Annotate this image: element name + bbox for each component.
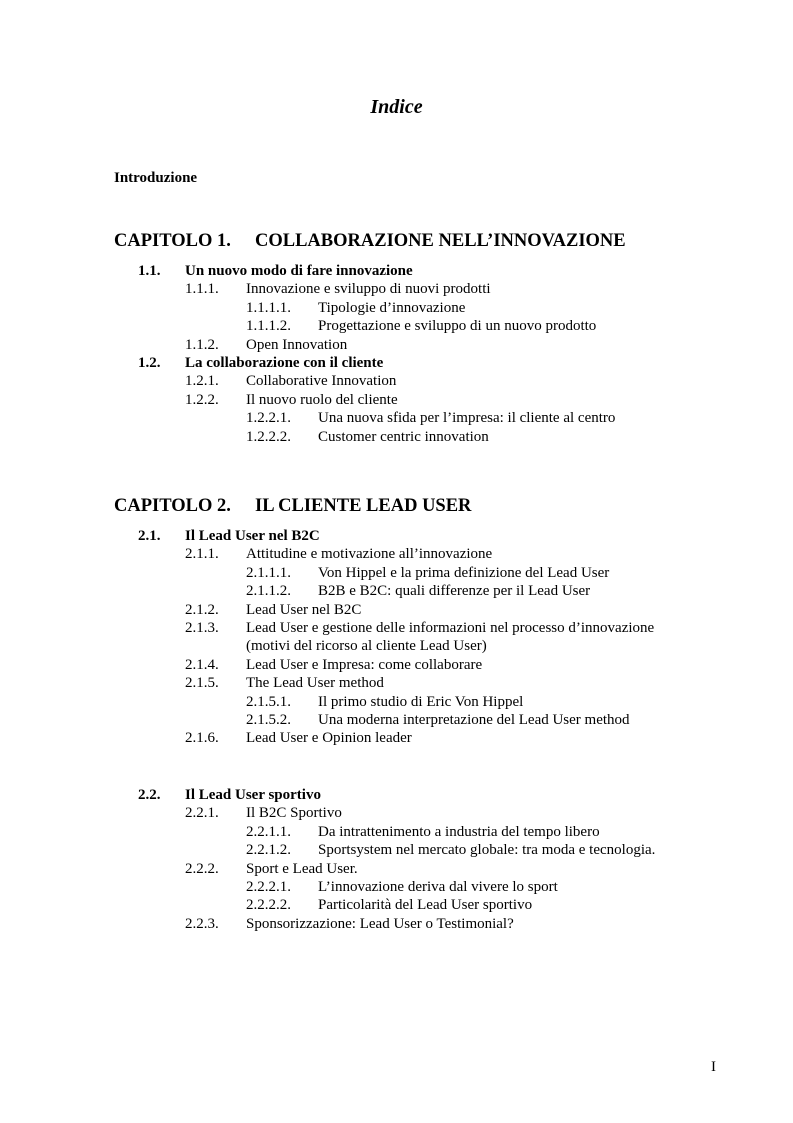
toc-entry[interactable] xyxy=(0,564,793,582)
toc-entry-number: 1.2.2.2. xyxy=(246,428,291,445)
toc-entry-label: Attitudine e motivazione all’innovazione xyxy=(246,546,493,563)
toc-entry[interactable] xyxy=(0,372,793,390)
toc-entry[interactable] xyxy=(0,409,793,427)
toc-entry-number: 2.1.6. xyxy=(185,730,219,747)
page-number: I xyxy=(711,1059,716,1075)
toc-entry[interactable] xyxy=(0,711,793,729)
toc-entry-number: 2.2.2.1. xyxy=(246,878,291,895)
toc-entry-number: 2.1.5.2. xyxy=(246,711,291,728)
toc-entry[interactable] xyxy=(0,545,793,563)
chapter-number: CAPITOLO 1. xyxy=(114,231,231,251)
toc-entry-number: 2.1.4. xyxy=(185,656,219,673)
toc-entry-label: Il Lead User sportivo xyxy=(185,787,321,803)
toc-entry-label: Una moderna interpretazione del Lead User method xyxy=(318,711,630,728)
toc-entry[interactable] xyxy=(0,262,793,280)
toc-entry-label: Lead User e Impresa: come collaborare xyxy=(246,656,483,673)
toc-entry-number: 1.1.1. xyxy=(185,281,219,298)
chapter-heading-2[interactable] xyxy=(114,495,471,517)
toc-entry-number: 2.2.2.2. xyxy=(246,897,291,914)
toc-entry-label: Progettazione e sviluppo di un nuovo prodotto xyxy=(318,318,597,335)
toc-entry-label: (motivi del ricorso al cliente Lead User) xyxy=(246,638,487,655)
toc-entry-continuation[interactable] xyxy=(0,637,793,655)
toc-entry-number: 1.1. xyxy=(138,263,161,279)
toc-entry-number: 2.2.1. xyxy=(185,805,219,822)
toc-entry-label: Una nuova sfida per l’impresa: il cliente al centro xyxy=(318,410,616,427)
toc-entry[interactable] xyxy=(0,527,793,545)
toc-entry[interactable] xyxy=(0,428,793,446)
toc-section-2-2 xyxy=(0,786,793,933)
chapter-title: COLLABORAZIONE NELL’INNOVAZIONE xyxy=(255,231,626,251)
toc-entry-label: Innovazione e sviluppo di nuovi prodotti xyxy=(246,281,491,298)
toc-entry-label: Tipologie d’innovazione xyxy=(318,299,466,316)
toc-entry-number: 2.2.1.1. xyxy=(246,823,291,840)
toc-entry-number: 1.2.2. xyxy=(185,391,219,408)
toc-entry-number: 2.1.3. xyxy=(185,619,219,636)
toc-entry-label: The Lead User method xyxy=(246,675,384,692)
toc-entry[interactable] xyxy=(0,915,793,933)
toc-entry[interactable] xyxy=(0,729,793,747)
toc-entry-number: 2.1.5.1. xyxy=(246,693,291,710)
toc-entry[interactable] xyxy=(0,619,793,637)
toc-entry-number: 1.1.2. xyxy=(185,336,219,353)
toc-entry-label: B2B e B2C: quali differenze per il Lead User xyxy=(318,583,591,600)
toc-entry[interactable] xyxy=(0,860,793,878)
toc-entry-number: 2.1.2. xyxy=(185,601,219,618)
toc-entry-number: 2.2.3. xyxy=(185,915,219,932)
toc-entry[interactable] xyxy=(0,841,793,859)
toc-entry-label: Customer centric innovation xyxy=(318,428,489,445)
toc-entry[interactable] xyxy=(0,280,793,298)
toc-entry[interactable] xyxy=(0,582,793,600)
toc-entry-label: Particolarità del Lead User sportivo xyxy=(318,897,533,914)
toc-entry-number: 2.2.2. xyxy=(185,860,219,877)
toc-entry-number: 2.1.1.1. xyxy=(246,564,291,581)
toc-entry-number: 2.2. xyxy=(138,787,161,803)
toc-entry-number: 2.1.1. xyxy=(185,546,219,563)
toc-entry-label: Da intrattenimento a industria del tempo libero xyxy=(318,823,600,840)
toc-entry-label: L’innovazione deriva dal vivere lo sport xyxy=(318,878,558,895)
toc-entry-label: Sponsorizzazione: Lead User o Testimonial? xyxy=(246,915,514,932)
toc-entry-number: 2.1. xyxy=(138,528,161,544)
toc-entry[interactable] xyxy=(0,896,793,914)
toc-entry[interactable] xyxy=(0,299,793,317)
chapter-title: IL CLIENTE LEAD USER xyxy=(255,496,472,516)
chapter-heading-1[interactable] xyxy=(114,230,626,252)
toc-entry-label: Il nuovo ruolo del cliente xyxy=(246,391,398,408)
toc-introduction[interactable]: Introduzione xyxy=(114,170,198,186)
toc-entry-number: 2.2.1.2. xyxy=(246,842,291,859)
toc-section-chapter-1 xyxy=(0,262,793,446)
toc-entry-label: Von Hippel e la prima definizione del Lead User xyxy=(318,564,610,581)
toc-entry[interactable] xyxy=(0,878,793,896)
toc-entry[interactable] xyxy=(0,823,793,841)
toc-entry[interactable] xyxy=(0,693,793,711)
toc-entry[interactable] xyxy=(0,786,793,804)
toc-entry[interactable] xyxy=(0,804,793,822)
toc-entry-label: Lead User e Opinion leader xyxy=(246,730,412,747)
toc-entry-label: Lead User nel B2C xyxy=(246,601,362,618)
toc-entry-label: Sport e Lead User. xyxy=(246,860,358,877)
toc-entry[interactable] xyxy=(0,391,793,409)
toc-entry[interactable] xyxy=(0,317,793,335)
toc-entry-label: Il Lead User nel B2C xyxy=(185,528,320,544)
toc-entry-label: Sportsystem nel mercato globale: tra moda e tecnologia. xyxy=(318,842,656,859)
toc-entry-number: 1.1.1.1. xyxy=(246,299,291,316)
toc-entry-number: 1.2.1. xyxy=(185,373,219,390)
toc-entry-label: Lead User e gestione delle informazioni nel processo d’innovazione xyxy=(246,619,655,636)
toc-entry-label: Un nuovo modo di fare innovazione xyxy=(185,263,413,279)
toc-entry[interactable] xyxy=(0,336,793,354)
toc-section-2-1 xyxy=(0,527,793,748)
toc-entry[interactable] xyxy=(0,354,793,372)
toc-entry[interactable] xyxy=(0,601,793,619)
toc-entry[interactable] xyxy=(0,674,793,692)
toc-entry-number: 1.2.2.1. xyxy=(246,410,291,427)
toc-entry-number: 2.1.5. xyxy=(185,675,219,692)
toc-entry-label: Il primo studio di Eric Von Hippel xyxy=(318,693,524,710)
toc-entry-number: 2.1.1.2. xyxy=(246,583,291,600)
toc-entry-number: 1.2. xyxy=(138,354,161,371)
toc-entry-label: Il B2C Sportivo xyxy=(246,805,342,822)
toc-entry-label: La collaborazione con il cliente xyxy=(185,354,384,371)
toc-entry-label: Collaborative Innovation xyxy=(246,373,397,390)
toc-entry-label: Open Innovation xyxy=(246,336,348,353)
page-title: Indice xyxy=(370,96,423,118)
toc-entry-number: 1.1.1.2. xyxy=(246,318,291,335)
chapter-number: CAPITOLO 2. xyxy=(114,496,231,516)
toc-entry[interactable] xyxy=(0,656,793,674)
